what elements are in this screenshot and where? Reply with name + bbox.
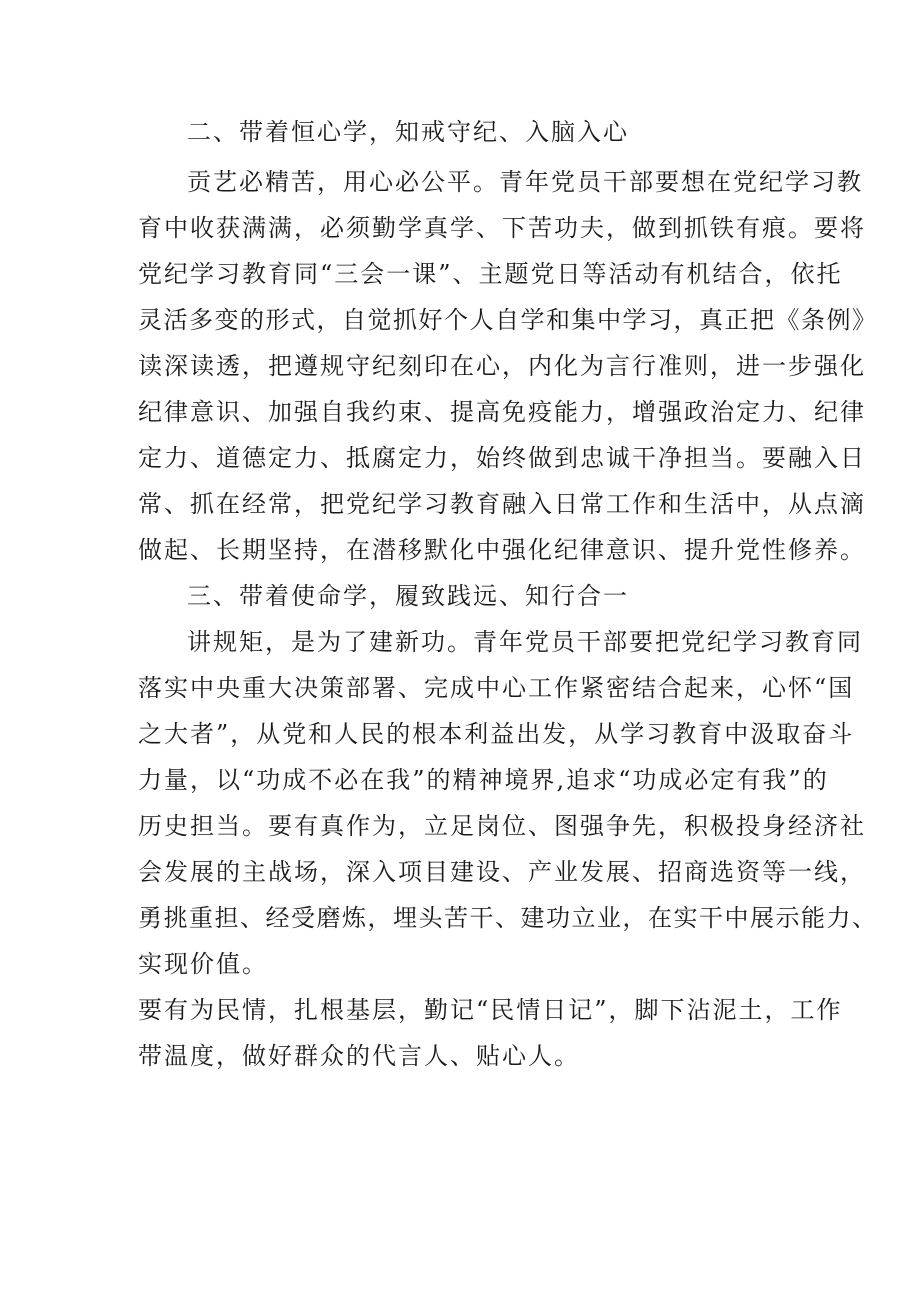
text-line: 落实中央重大决策部署、完成中心工作紧密结合起来，心怀“国 [138, 674, 855, 702]
text-line: 要有为民情，扎根基层，勤记“民情日记”，脚下沾泥土，工作 [138, 996, 843, 1024]
text-line: 定力、道德定力、抵腐定力，始终做到忠诚干净担当。要融入日 [138, 444, 866, 472]
text-line: 讲规矩，是为了建新功。青年党员干部要把党纪学习教育同 [187, 628, 863, 656]
text-line: 育中收获满满，必须勤学真学、下苦功夫，做到抓铁有痕。要将 [138, 214, 866, 242]
text-line: 常、抓在经常，把党纪学习教育融入日常工作和生活中，从点滴 [138, 490, 866, 518]
section-heading-3: 三、带着使命学，履致践远、知行合一 [187, 582, 629, 610]
text-line: 做起、长期坚持，在潜移默化中强化纪律意识、提升党性修养。 [138, 536, 866, 564]
text-line: 会发展的主战场，深入项目建设、产业发展、招商选资等一线， [138, 858, 866, 886]
text-line: 读深读透，把遵规守纪刻印在心，内化为言行准则，进一步强化 [138, 352, 866, 380]
section-heading-2: 二、带着恒心学，知戒守纪、入脑入心 [187, 118, 629, 146]
text-line: 力量，以“功成不必在我”的精神境界,追求“功成必定有我”的 [138, 766, 829, 794]
text-line: 纪律意识、加强自我约束、提高免疫能力，增强政治定力、纪律 [138, 398, 866, 426]
text-line: 党纪学习教育同“三会一课”、主题党日等活动有机结合，依托 [138, 260, 843, 288]
text-line: 历史担当。要有真作为，立足岗位、图强争先，积极投身经济社 [138, 812, 866, 840]
text-line: 带温度，做好群众的代言人、贴心人。 [138, 1042, 580, 1070]
text-line: 实现价值。 [138, 950, 268, 978]
text-line: 勇挑重担、经受磨炼，埋头苦干、建功立业，在实干中展示能力、 [138, 904, 878, 932]
text-line: 灵活多变的形式，自觉抓好个人自学和集中学习，真正把《条例》 [138, 306, 878, 334]
text-line: 贡艺必精苦，用心必公平。青年党员干部要想在党纪学习教 [187, 168, 863, 196]
text-line: 之大者”，从党和人民的根本利益出发，从学习教育中汲取奋斗 [138, 720, 855, 748]
